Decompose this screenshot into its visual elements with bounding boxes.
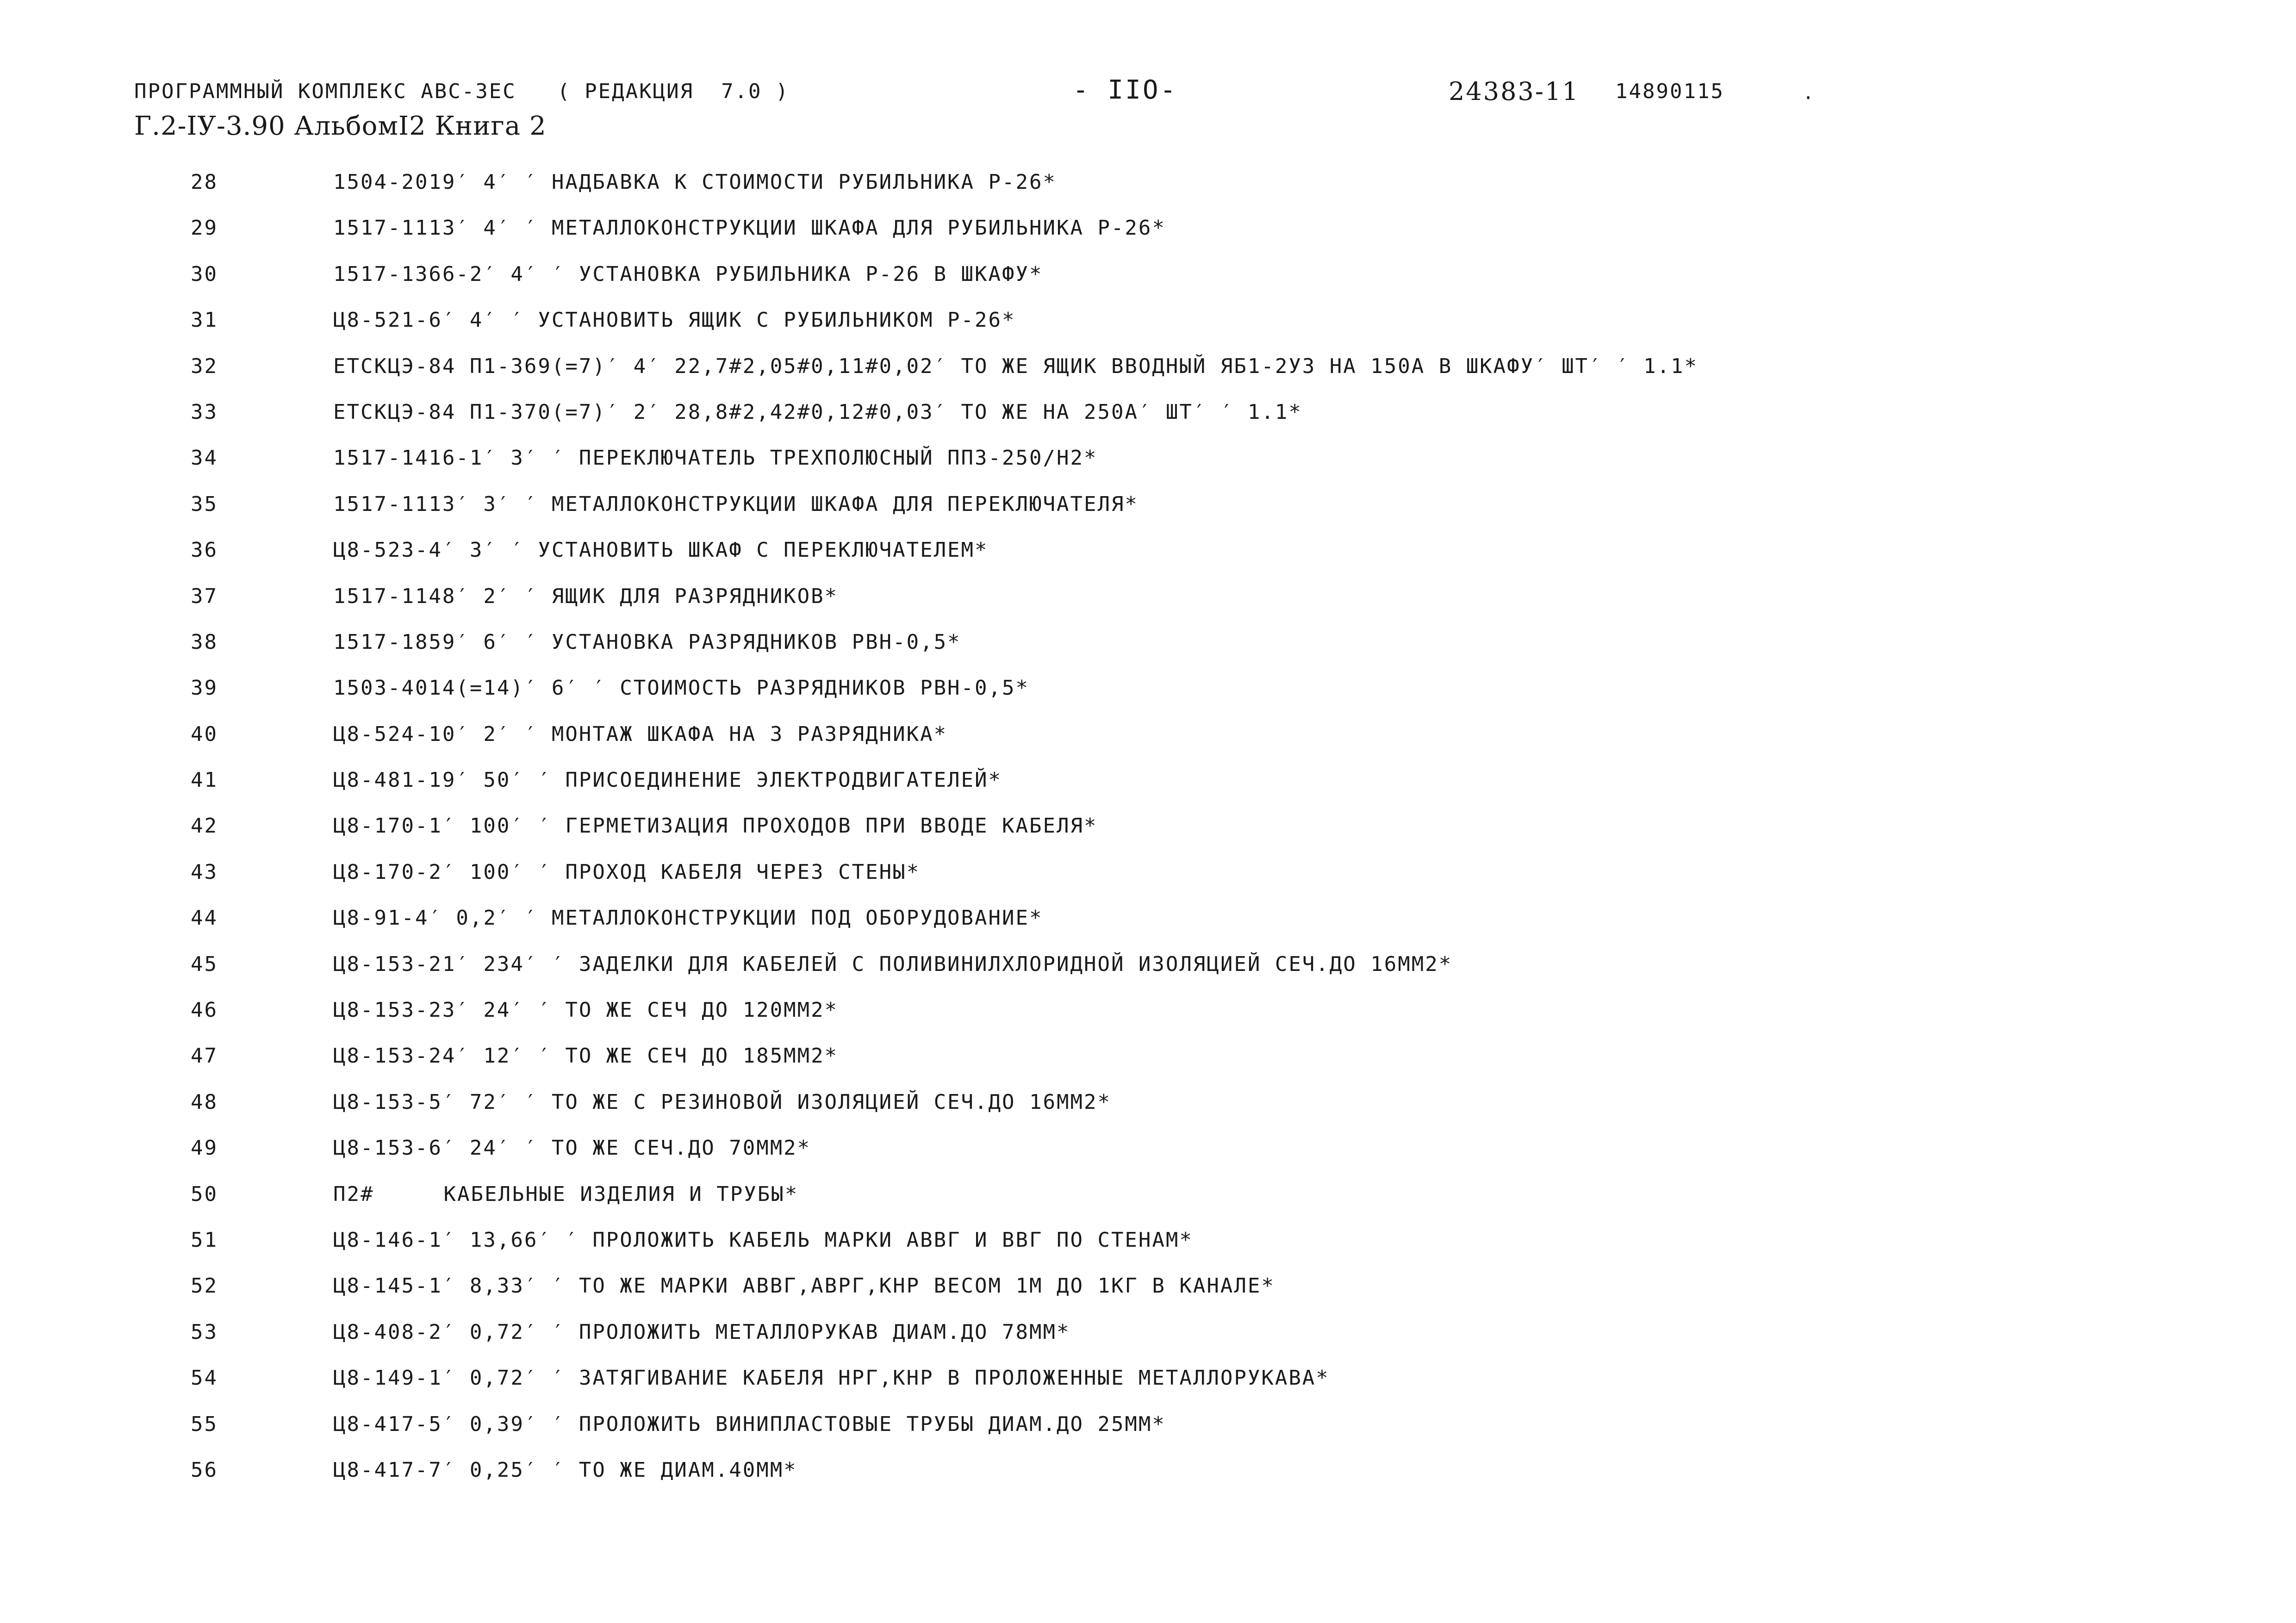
row-number: 32: [191, 354, 218, 378]
program-title: ПРОГРАММНЫЙ КОМПЛЕКС АВС-3ЕС ( РЕДАКЦИЯ 7.0 ): [134, 80, 790, 103]
list-item: [0, 1228, 2296, 1274]
list-item: [0, 860, 2296, 906]
row-text: 1517-1148′ 2′ ′ ЯЩИК ДЛЯ РАЗРЯДНИКОВ*: [333, 584, 839, 608]
row-number: 49: [191, 1136, 218, 1160]
row-text: 1503-4014(=14)′ 6′ ′ СТОИМОСТЬ РАЗРЯДНИКОВ РВН-0,5*: [333, 676, 1030, 700]
row-number: 41: [191, 768, 218, 792]
row-number: 37: [191, 584, 218, 608]
row-text: Ц8-153-24′ 12′ ′ ТО ЖЕ СЕЧ ДО 185ММ2*: [333, 1044, 839, 1068]
list-item: [0, 538, 2296, 584]
list-item: [0, 1182, 2296, 1228]
list-item: [0, 676, 2296, 722]
list-item: [0, 1274, 2296, 1320]
row-number: 55: [191, 1412, 218, 1436]
row-text: Ц8-145-1′ 8,33′ ′ ТО ЖЕ МАРКИ АВВГ,АВРГ,КНР ВЕСОМ 1М ДО 1КГ В КАНАЛЕ*: [333, 1274, 1275, 1298]
row-text: [333, 1182, 798, 1206]
row-text: 1517-1859′ 6′ ′ УСТАНОВКА РАЗРЯДНИКОВ РВН-0,5*: [333, 630, 961, 654]
row-text: ЕТСКЦЭ-84 П1-369(=7)′ 4′ 22,7#2,05#0,11#0,02′ ТО ЖЕ ЯЩИК ВВОДНЫЙ ЯБ1-2УЗ НА 150А В ШКАФУ′ ШТ′ ′ 1.1*: [333, 354, 1699, 378]
row-number: 33: [191, 400, 218, 424]
list-item: [0, 722, 2296, 768]
row-number: 43: [191, 860, 218, 884]
list-item: [0, 1458, 2296, 1504]
row-text: Ц8-153-6′ 24′ ′ ТО ЖЕ СЕЧ.ДО 70ММ2*: [333, 1136, 811, 1160]
list-item: [0, 446, 2296, 492]
row-text: Ц8-153-5′ 72′ ′ ТО ЖЕ С РЕЗИНОВОЙ ИЗОЛЯЦИЕЙ СЕЧ.ДО 16ММ2*: [333, 1090, 1111, 1114]
row-number: 48: [191, 1090, 218, 1114]
row-number: 45: [191, 952, 218, 976]
row-text: 1504-2019′ 4′ ′ НАДБАВКА К СТОИМОСТИ РУБИЛЬНИКА Р-26*: [333, 170, 1057, 194]
row-number: 29: [191, 216, 218, 240]
list-item: [0, 1090, 2296, 1136]
row-text: Ц8-521-6′ 4′ ′ УСТАНОВИТЬ ЯЩИК С РУБИЛЬНИКОМ Р-26*: [333, 308, 1016, 332]
list-item: [0, 585, 2296, 630]
list-item: [0, 1320, 2296, 1366]
row-text: ЕТСКЦЭ-84 П1-370(=7)′ 2′ 28,8#2,42#0,12#0,03′ ТО ЖЕ НА 250А′ ШТ′ ′ 1.1*: [333, 400, 1302, 424]
list-item: [0, 1412, 2296, 1458]
row-number: 54: [191, 1366, 218, 1390]
list-item: [0, 768, 2296, 814]
list-item: [0, 1044, 2296, 1090]
list-item: [0, 630, 2296, 676]
list-item: [0, 400, 2296, 446]
row-text: Ц8-523-4′ 3′ ′ УСТАНОВИТЬ ШКАФ С ПЕРЕКЛЮЧАТЕЛЕМ*: [333, 538, 989, 562]
row-number: 51: [191, 1228, 218, 1252]
list-item: [0, 262, 2296, 308]
header-dot: .: [1803, 82, 1816, 104]
row-text: 1517-1113′ 3′ ′ МЕТАЛЛОКОНСТРУКЦИИ ШКАФА ДЛЯ ПЕРЕКЛЮЧАТЕЛЯ*: [333, 492, 1139, 516]
list-item: [0, 1366, 2296, 1412]
row-number: 44: [191, 906, 218, 930]
row-number: 46: [191, 998, 218, 1022]
row-text: Ц8-91-4′ 0,2′ ′ МЕТАЛЛОКОНСТРУКЦИИ ПОД ОБОРУДОВАНИЕ*: [333, 906, 1043, 930]
document-number: 24383-11: [1449, 77, 1580, 106]
section-code: П2#: [333, 1182, 374, 1206]
row-number: 35: [191, 492, 218, 516]
row-text: 1517-1113′ 4′ ′ МЕТАЛЛОКОНСТРУКЦИИ ШКАФА ДЛЯ РУБИЛЬНИКА Р-26*: [333, 216, 1166, 240]
list-item: [0, 308, 2296, 354]
row-number: 34: [191, 446, 218, 470]
row-text: Ц8-153-21′ 234′ ′ ЗАДЕЛКИ ДЛЯ КАБЕЛЕЙ С ПОЛИВИНИЛХЛОРИДНОЙ ИЗОЛЯЦИЕЙ СЕЧ.ДО 16ММ2*: [333, 952, 1453, 976]
row-number: 42: [191, 814, 218, 838]
document-code: 14890115: [1615, 80, 1724, 103]
row-number: 31: [191, 308, 218, 332]
row-number: 52: [191, 1274, 218, 1298]
row-text: Ц8-417-7′ 0,25′ ′ ТО ЖЕ ДИАМ.40ММ*: [333, 1458, 797, 1482]
row-number: 30: [191, 262, 218, 286]
list-item: [0, 998, 2296, 1044]
list-item: [0, 216, 2296, 262]
row-text: Ц8-417-5′ 0,39′ ′ ПРОЛОЖИТЬ ВИНИПЛАСТОВЫЕ ТРУБЫ ДИАМ.ДО 25ММ*: [333, 1412, 1166, 1436]
row-text: Ц8-153-23′ 24′ ′ ТО ЖЕ СЕЧ ДО 120ММ2*: [333, 998, 839, 1022]
list-item: [0, 170, 2296, 216]
row-text: Ц8-170-1′ 100′ ′ ГЕРМЕТИЗАЦИЯ ПРОХОДОВ ПРИ ВВОДЕ КАБЕЛЯ*: [333, 814, 1098, 838]
list-item: [0, 906, 2296, 952]
row-number: 39: [191, 676, 218, 700]
row-number: 28: [191, 170, 218, 194]
row-number: 56: [191, 1458, 218, 1482]
row-number: 47: [191, 1044, 218, 1068]
list-item: [0, 1136, 2296, 1182]
row-text: Ц8-524-10′ 2′ ′ МОНТАЖ ШКАФА НА 3 РАЗРЯДНИКА*: [333, 722, 948, 746]
row-text: Ц8-149-1′ 0,72′ ′ ЗАТЯГИВАНИЕ КАБЕЛЯ НРГ,КНР В ПРОЛОЖЕННЫЕ МЕТАЛЛОРУКАВА*: [333, 1366, 1330, 1390]
list-item: [0, 354, 2296, 400]
row-text: 1517-1366-2′ 4′ ′ УСТАНОВКА РУБИЛЬНИКА Р-26 В ШКАФУ*: [333, 262, 1043, 286]
row-text: 1517-1416-1′ 3′ ′ ПЕРЕКЛЮЧАТЕЛЬ ТРЕХПОЛЮСНЫЙ ПП3-250/Н2*: [333, 446, 1098, 470]
estimate-list: [0, 170, 2296, 1504]
row-number: 53: [191, 1320, 218, 1344]
page-number: - IIO-: [1073, 75, 1178, 105]
list-item: [0, 492, 2296, 538]
album-subtitle: Г.2-IУ-3.90 АльбомI2 Книга 2: [134, 111, 547, 141]
row-number: 50: [191, 1182, 218, 1206]
row-text: Ц8-408-2′ 0,72′ ′ ПРОЛОЖИТЬ МЕТАЛЛОРУКАВ ДИАМ.ДО 78ММ*: [333, 1320, 1070, 1344]
list-item: [0, 814, 2296, 860]
list-item: [0, 952, 2296, 998]
row-number: 36: [191, 538, 218, 562]
row-text: Ц8-146-1′ 13,66′ ′ ПРОЛОЖИТЬ КАБЕЛЬ МАРКИ АВВГ И ВВГ ПО СТЕНАМ*: [333, 1228, 1193, 1252]
row-text: Ц8-481-19′ 50′ ′ ПРИСОЕДИНЕНИЕ ЭЛЕКТРОДВИГАТЕЛЕЙ*: [333, 768, 1002, 792]
row-number: 38: [191, 630, 218, 654]
row-number: 40: [191, 722, 218, 746]
row-text: Ц8-170-2′ 100′ ′ ПРОХОД КАБЕЛЯ ЧЕРЕЗ СТЕНЫ*: [333, 860, 921, 884]
section-title: КАБЕЛЬНЫЕ ИЗДЕЛИЯ И ТРУБЫ*: [443, 1182, 799, 1206]
